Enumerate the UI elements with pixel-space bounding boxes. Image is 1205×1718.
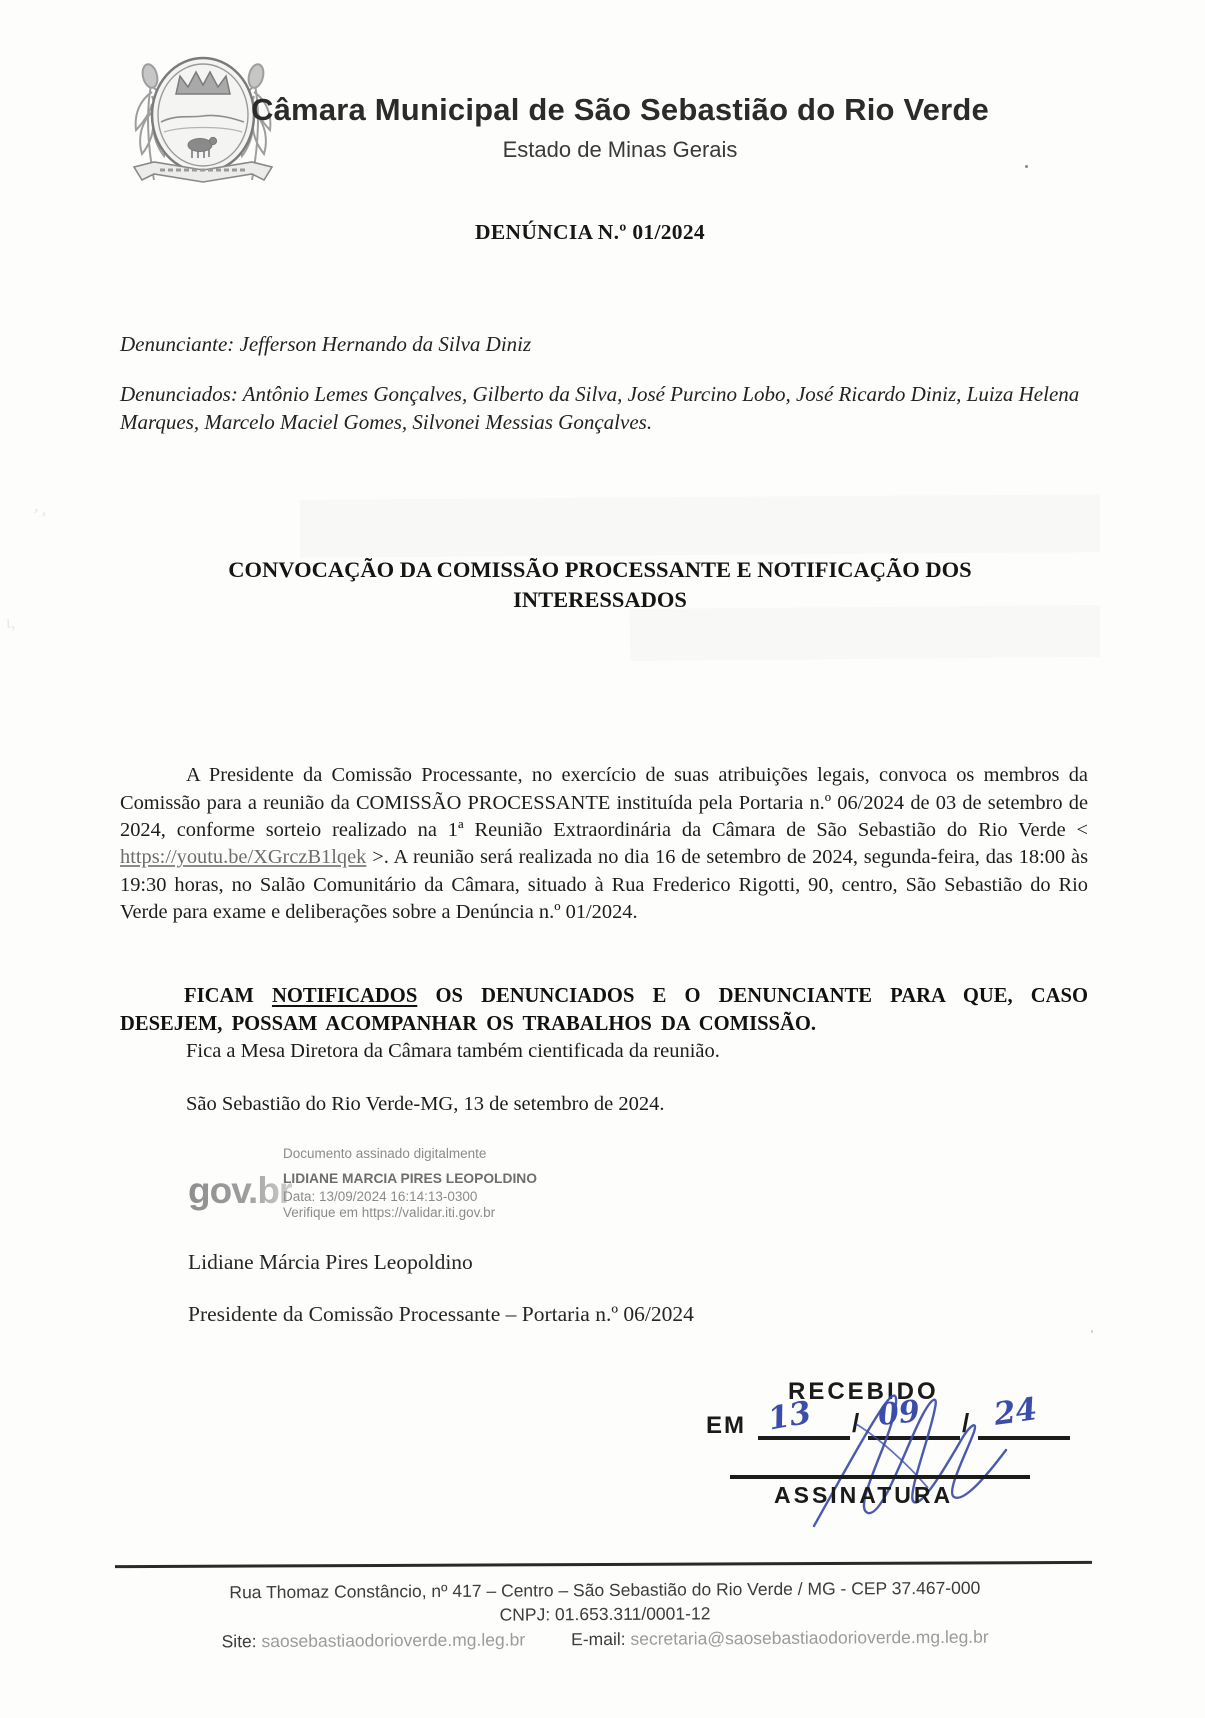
denunciante-line: Denunciante: Jefferson Hernando da Silva Diniz bbox=[120, 332, 532, 356]
signature-line bbox=[730, 1475, 1030, 1479]
notice-underlined-word: NOTIFICADOS bbox=[271, 984, 418, 1007]
signer-role: Presidente da Comissão Processante – Portaria n.º 06/2024 bbox=[188, 1302, 694, 1326]
digital-signature-verify-url: Verifique em https://validar.iti.gov.br bbox=[283, 1205, 496, 1220]
body-paragraph bbox=[120, 762, 1088, 926]
em-label: EM bbox=[706, 1412, 746, 1439]
received-stamp-title: RECEBIDO bbox=[788, 1378, 939, 1405]
handwritten-year: 24 bbox=[991, 1391, 1040, 1433]
youtube-link[interactable]: https://youtu.be/XGrczB1lqek bbox=[120, 846, 367, 869]
notice-prefix: FICAM bbox=[184, 984, 272, 1007]
signed-digitally-label: Documento assinado digitalmente bbox=[283, 1146, 487, 1161]
scan-speck bbox=[1091, 1330, 1093, 1333]
digital-signer-name: LIDIANE MARCIA PIRES LEOPOLDINO bbox=[283, 1171, 537, 1186]
handwritten-month: 09 bbox=[876, 1393, 922, 1434]
section-heading: CONVOCAÇÃO DA COMISSÃO PROCESSANTE E NOTIFICAÇÃO DOS INTERESSADOS bbox=[228, 557, 972, 612]
email-label: E-mail: bbox=[571, 1628, 626, 1650]
body-text-before-link: A Presidente da Comissão Processante, no exercício de suas atribuições legais, convoca os membros da Comissão para a reunião da COMISSÃO PROCESSANTE instituída pela Portaria n.º 06/2024 de 03 de setembro de 2024, conforme sorteio realizado na 1ª Reunião Extraordinária da Câmara de São Sebastião do Rio Verde < bbox=[120, 764, 1088, 841]
scan-speck bbox=[1025, 165, 1028, 168]
body-text-after-link: >. A reunião será realizada no dia 16 de setembro de 2024, segunda-feira, das 18:00 às 19:30 horas, no Salão Comunitário da Câmara, situado à Rua Frederico Rigotti, 90, centro, São Sebastião do Rio Verde para exame e deliberações sobre a Denúncia n.º 01/2024. bbox=[120, 846, 1088, 923]
assinatura-label: ASSINATURA bbox=[774, 1482, 954, 1508]
handwritten-signature bbox=[796, 1384, 1016, 1539]
email-address: secretaria@saosebastiaodorioverde.mg.leg.br bbox=[630, 1626, 989, 1649]
scan-artifact-band bbox=[300, 494, 1100, 558]
place-date-line: São Sebastião do Rio Verde-MG, 13 de setembro de 2024. bbox=[186, 1093, 665, 1115]
notice-paragraph bbox=[120, 982, 1088, 1039]
parties-block bbox=[120, 330, 1095, 437]
scan-smudge: ᾽᾽ bbox=[23, 502, 51, 537]
signer-name: Lidiane Márcia Pires Leopoldino bbox=[188, 1250, 473, 1274]
footer-address: Rua Thomaz Constâncio, nº 417 – Centro – São Sebastião do Rio Verde / MG - CEP 37.467-000 bbox=[229, 1577, 981, 1603]
site-label: Site: bbox=[221, 1631, 257, 1652]
municipality-title: Câmara Municipal de São Sebastião do Rio Verde bbox=[251, 92, 989, 127]
footer-divider bbox=[115, 1561, 1092, 1568]
letterhead bbox=[170, 92, 1070, 163]
notice-suffix: OS DENUNCIADOS E O DENUNCIANTE PARA QUE, CASO DESEJEM, POSSAM ACOMPANHAR OS TRABALHOS DA COMISSÃO. bbox=[120, 984, 1088, 1036]
scan-smudge: ι, bbox=[6, 612, 16, 632]
handwritten-day: 13 bbox=[765, 1394, 814, 1438]
footer bbox=[60, 1575, 1150, 1655]
date-slash: / bbox=[962, 1408, 970, 1438]
footer-cnpj: CNPJ: 01.653.311/0001-12 bbox=[499, 1603, 711, 1625]
denunciados-line: Denunciados: Antônio Lemes Gonçalves, Gilberto da Silva, José Purcino Lobo, José Ricardo Diniz, Luiza Helena Marques, Marcelo Maciel Gomes, Silvonei Messias Gonçalves. bbox=[120, 381, 1080, 434]
mesa-diretora-line: Fica a Mesa Diretora da Câmara também cientificada da reunião. bbox=[186, 1040, 720, 1062]
digital-signature-date: Data: 13/09/2024 16:14:13-0300 bbox=[283, 1189, 478, 1204]
digital-signature-text bbox=[283, 1146, 613, 1221]
govbr-logo: gov.br bbox=[188, 1170, 293, 1211]
date-slash: / bbox=[852, 1408, 860, 1438]
document-title: DENÚNCIA N.º 01/2024 bbox=[475, 220, 705, 244]
state-subtitle: Estado de Minas Gerais bbox=[502, 137, 738, 162]
site-url: saosebastiaodorioverde.mg.leg.br bbox=[261, 1629, 526, 1652]
